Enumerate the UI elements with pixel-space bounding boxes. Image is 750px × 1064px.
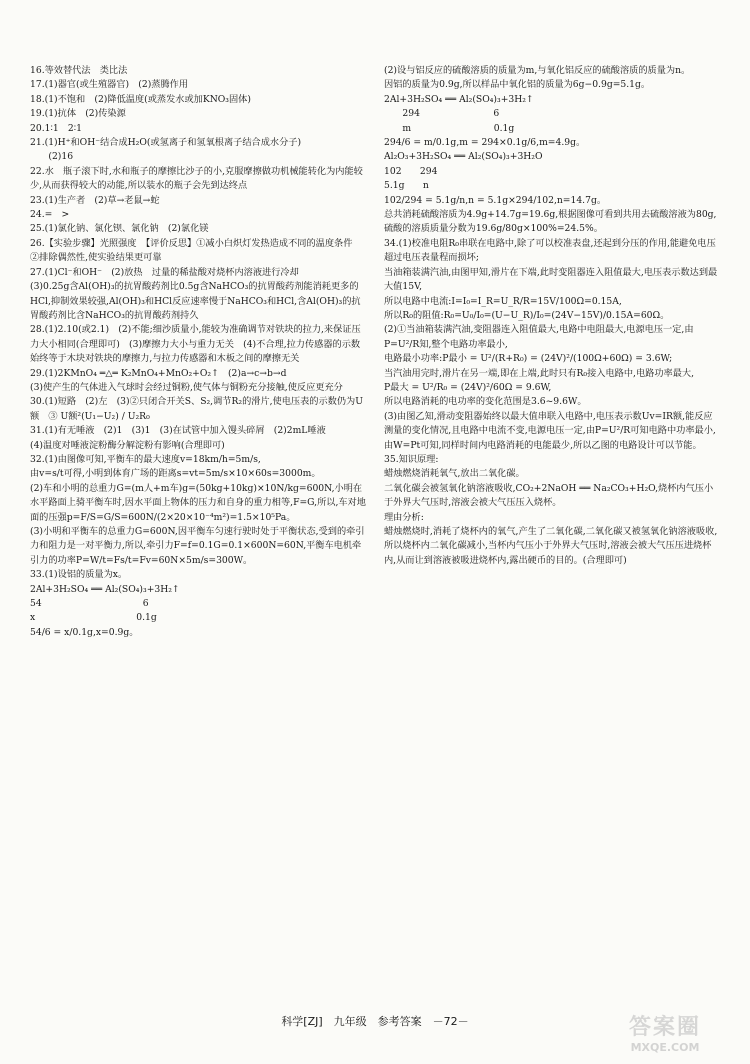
answer-line: 所以电路中电流:I=I₀=I_R=U_R/R=15V/100Ω=0.15A, [384, 295, 622, 307]
watermark-site-text: MXQE.COM [630, 1041, 700, 1054]
answer-line: 二氧化碳会被氢氧化钠溶液吸收,CO₂+2NaOH ══ Na₂CO₃+H₂O,烧杯内气压小于外界大气压时,溶液会被大气压压入烧杯。 [384, 482, 714, 509]
answer-line: 理由分析: [384, 511, 424, 523]
page-footer: 科学[ZJ] 九年级 参考答案 －72－ [281, 1015, 469, 1028]
answer-line: 33.(1)设铝的质量为x。 [30, 569, 128, 581]
answer-line: 所以R₀的阻值:R₀=U₀/I₀=(U−U_R)/I₀=(24V−15V)/0.15A=60Ω。 [384, 309, 670, 321]
answer-line: P最大 = U²/R₀ = (24V)²/60Ω = 9.6W, [384, 381, 552, 393]
answer-line: 31.(1)有无唾液 (2)1 (3)1 (3)在试管中加入馒头碎屑 (2)2mL唾液 [30, 425, 326, 437]
answer-line: 17.(1)器官(或生殖器官) (2)蒸腾作用 [30, 79, 189, 91]
answer-line: 32.(1)由图像可知,平衡车的最大速度v=18km/h=5m/s, [30, 453, 261, 465]
answer-line: 所以电路消耗的电功率的变化范围是3.6~9.6W。 [384, 396, 587, 408]
answer-line: (3)0.25g含Al(OH)₃的抗胃酸药剂比0.5g含NaHCO₃的抗胃酸药剂能消耗更多的HCl,抑制效果较强,Al(OH)₃和HCl反应速率慢于NaHCO₃和HCl,含Al(OH)₃的抗胃酸药剂比含NaHCO₃的抗胃酸药剂持久 [30, 281, 361, 321]
answer-line: 23.(1)生产者 (2)草→老鼠→蛇 [30, 194, 160, 206]
answer-line: 27.(1)Cl⁻和OH⁻ (2)放热 过量的稀盐酸对烧杯内溶液进行冷却 [30, 266, 299, 278]
answer-line: m 0.1g [384, 122, 515, 134]
answer-line: x 0.1g [30, 612, 157, 624]
answer-line: 34.(1)校准电阻R₀串联在电路中,除了可以校准表盘,还起到分压的作用,能避免电压超过电压表量程而损坏; [384, 237, 716, 264]
answer-line: (2)16 [30, 151, 74, 163]
watermark-logo [610, 1010, 720, 1054]
answer-line: (2)设与铝反应的硫酸溶质的质量为m,与氧化铝反应的硫酸溶质的质量为n。 [384, 65, 691, 76]
watermark-logo-text: 答案圈 [628, 1015, 701, 1040]
answer-line: (3)小明和平衡车的总重力G=600N,因平衡车匀速行驶时处于平衡状态,受到的牵引力和阻力是一对平衡力,所以,牵引力F=f=0.1G=0.1×600N=60N,平衡车电机牵引力的功率P=W/t=Fs/t=Fv=60N×5m/s=300W。 [30, 526, 365, 566]
answer-line: (3)由图乙知,滑动变阻器始终以最大值串联入电路中,电压表示数Uv=IR额,能反应测量的变化情况,且电路中电流不变,电源电压一定,由P=U²/R可知电路中功率最小,由W=Pt可知,同样时间内电路消耗的电能最少,所以乙图的电路设计可以节能。 [384, 410, 716, 451]
answer-line: (2)车和小明的总重力G=(m人+m车)g=(50kg+10kg)×10N/kg=600N,小明在水平路面上骑平衡车时,因水平面上物体的压力和自身的重力相等,F=G,所以,车对地面的压强p=F/S=G/S=600N/(2×20×10⁻⁴m²)=1.5×10⁵Pa。 [30, 482, 366, 523]
answer-line: 35.知识原理: [384, 453, 439, 465]
answer-line: 由v=s/t可得,小明到体育广场的距离s=vt=5m/s×10×60s=3000m。 [30, 468, 321, 480]
answer-line: 总共消耗硫酸溶质为4.9g+14.7g=19.6g,根据图像可看到共用去硫酸溶液为80g,硫酸的溶质质量分数为19.6g/80g×100%=24.5%。 [384, 209, 717, 235]
answer-line: 2Al+3H₂SO₄ ══ Al₂(SO₄)₃+3H₂↑ [384, 93, 534, 105]
answer-line: 25.(1)氯化钠、氯化钡、氯化钠 (2)氯化镁 [30, 223, 209, 235]
answer-line: 电路最小功率:P最小 = U²/(R+R₀) = (24V)²/(100Ω+60Ω) = 3.6W; [384, 353, 673, 365]
answer-line: 294 6 [384, 108, 500, 120]
answer-line: 29.(1)2KMnO₄ ═△═ K₂MnO₄+MnO₂+O₂↑ (2)a→c→b→d [30, 367, 287, 379]
answer-column-left [30, 64, 366, 640]
answer-line: 54 6 [30, 598, 149, 610]
answer-line: Al₂O₃+3H₂SO₄ ══ Al₂(SO₄)₃+3H₂O [384, 151, 543, 163]
answer-line: 21.(1)H⁺和OH⁻结合成H₂O(或氢离子和氢氧根离子结合成水分子) [30, 137, 302, 149]
answer-line: 16.等效替代法 类比法 [30, 65, 128, 76]
answer-line: 因铝的质量为0.9g,所以样品中氧化铝的质量为6g−0.9g=5.1g。 [384, 79, 651, 91]
answer-line: 294/6 = m/0.1g,m = 294×0.1g/6,m=4.9g。 [384, 137, 586, 149]
answer-line: 19.(1)抗体 (2)传染源 [30, 108, 126, 120]
answer-line: 蜡烛燃烧消耗氧气,放出二氧化碳。 [384, 468, 525, 480]
answer-line: 28.(1)2.10(或2.1) (2)不能;细沙质量小,能较为准确调节对铁块的拉力,来保证压力大小相同(合理即可) (3)摩擦力大小与重力无关 (4)不合理,拉力传感器的示数始终等于木块对铁块的摩擦力,与拉力传感器和木板之间的摩擦无关 [30, 324, 361, 365]
answer-line: 22.水 瓶子滚下时,水和瓶子的摩擦比沙子的小,克服摩擦做功机械能转化为内能较少,从而获得较大的动能,所以装水的瓶子会先到达终点 [30, 165, 363, 192]
answer-column-right [384, 64, 720, 568]
answer-line: 20.1∶1 2∶1 [30, 122, 82, 134]
answer-line: (4)温度对唾液淀粉酶分解淀粉有影响(合理即可) [30, 439, 225, 451]
answer-line: (3)使产生的气体进入气球时会经过铜粉,使气体与铜粉充分接触,使反应更充分 [30, 381, 343, 393]
answer-line: 24.= > [30, 209, 70, 221]
answer-line: 5.1g n [384, 180, 429, 192]
answer-line: 102/294 = 5.1g/n,n = 5.1g×294/102,n=14.7g。 [384, 194, 607, 206]
answer-line: 当油箱装满汽油,由图甲知,滑片在下端,此时变阻器连入阻值最大,电压表示数达到最大值15V, [384, 266, 718, 293]
answer-line: (2)①当油箱装满汽油,变阻器连入阻值最大,电路中电阻最大,电源电压一定,由P=U²/R知,整个电路功率最小, [384, 324, 694, 350]
answer-line: 54/6 = x/0.1g,x=0.9g。 [30, 626, 139, 638]
answer-line: 蜡烛燃烧时,消耗了烧杯内的氧气,产生了二氧化碳,二氧化碳又被氢氧化钠溶液吸收,所以烧杯内二氧化碳减小,当杯内气压小于外界大气压时,溶液会被大气压压进烧杯内,从而让到溶液被吸进烧杯内,露出硬币的目的。(合理即可) [384, 526, 718, 566]
answer-line: 18.(1)不饱和 (2)降低温度(或蒸发水或加KNO₃固体) [30, 93, 251, 105]
answer-line: 30.(1)短路 (2)左 (3)②只闭合开关S、S₂,调节R₂的滑片,使电压表的示数仍为U额 ③ U额²(U₁−U₂) / U₂R₀ [30, 396, 363, 422]
answer-line: 当汽油用完时,滑片在另一端,即在上端,此时只有R₀接入电路中,电路功率最大, [384, 367, 695, 379]
answer-line: 2Al+3H₂SO₄ ══ Al₂(SO₄)₃+3H₂↑ [30, 583, 180, 595]
answer-line: 26.【实验步骤】光照强度 【评价反思】①减小白炽灯发热造成不同的温度条件 ②排除偶然性,使实验结果更可靠 [30, 237, 362, 264]
answer-line: 102 294 [384, 165, 438, 177]
